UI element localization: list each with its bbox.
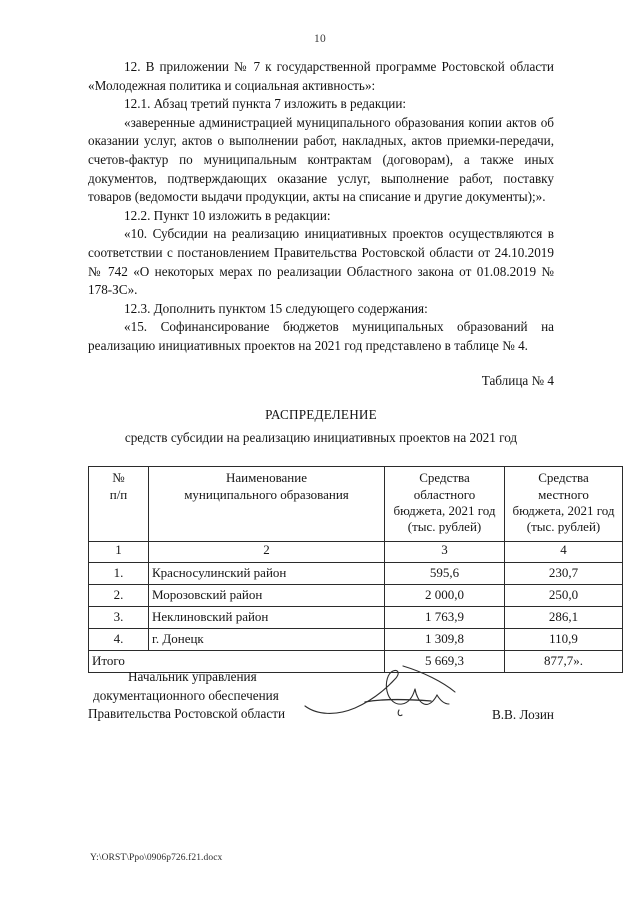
row-municipality: г. Донецк bbox=[149, 629, 385, 651]
row-local-amount: 250,0 bbox=[505, 585, 623, 607]
column-number-3: 3 bbox=[385, 542, 505, 563]
row-municipality: Красносулинский район bbox=[149, 563, 385, 585]
signatory-title bbox=[88, 668, 338, 724]
header-local-line1: Средства bbox=[538, 470, 589, 486]
column-number-4: 4 bbox=[505, 542, 623, 563]
row-municipality: Неклиновский район bbox=[149, 607, 385, 629]
row-municipality: Морозовский район bbox=[149, 585, 385, 607]
header-local-line2: местного bbox=[538, 486, 589, 502]
header-name-line2: муниципального образования bbox=[184, 486, 349, 502]
table-title-subheading: средств субсидии на реализацию инициативных проектов на 2021 год bbox=[124, 430, 518, 446]
table-label: Таблица № 4 bbox=[481, 372, 554, 388]
row-number: 4. bbox=[89, 629, 149, 651]
paragraph-12-2-body: «10. Субсидии на реализацию инициативных проектов осуществляются в соответствии с постановлением Правительства Ростовской области от 24.10.2019 № 742 «О некоторых мерах по реализации Областного закона от 01.08.2019 № 178-ЗС». bbox=[88, 226, 554, 298]
row-regional-amount: 2 000,0 bbox=[385, 585, 505, 607]
table-header-row bbox=[89, 467, 623, 542]
header-local-line3: бюджета, 2021 год bbox=[512, 502, 615, 518]
column-number-1: 1 bbox=[89, 542, 149, 563]
paragraph-12-3-body: «15. Софинансирование бюджетов муниципальных образований на реализацию инициативных проектов на 2021 год представлено в таблице № 4. bbox=[88, 319, 554, 353]
row-local-amount: 286,1 bbox=[505, 607, 623, 629]
document-file-path: Y:\ORST\Ppo\0906p726.f21.docx bbox=[90, 853, 223, 863]
signatory-name: В.В. Лозин bbox=[491, 707, 554, 722]
total-local-amount: 877,7». bbox=[505, 651, 623, 673]
row-regional-amount: 1 763,9 bbox=[385, 607, 505, 629]
row-regional-amount: 595,6 bbox=[385, 563, 505, 585]
table-column-numbering-row bbox=[89, 542, 623, 563]
header-name-line1: Наименование bbox=[226, 470, 307, 486]
header-regional-line3: бюджета, 2021 год bbox=[393, 502, 496, 518]
table-title bbox=[88, 405, 554, 447]
total-regional-amount: 5 669,3 bbox=[385, 651, 505, 673]
signatory-title-line3: Правительства Ростовской области bbox=[88, 706, 286, 722]
paragraph-12-1: 12.1. Абзац третий пункта 7 изложить в редакции: bbox=[124, 96, 407, 112]
paragraph-12-2: 12.2. Пункт 10 изложить в редакции: bbox=[124, 207, 331, 223]
row-number: 1. bbox=[89, 563, 149, 585]
table-row bbox=[89, 585, 623, 607]
header-number-line2: п/п bbox=[109, 486, 128, 502]
table-row bbox=[89, 607, 623, 629]
header-cell-name bbox=[149, 467, 385, 542]
page-number: 10 bbox=[314, 33, 326, 45]
total-label: Итого bbox=[89, 651, 385, 673]
header-regional-line4: (тыс. рублей) bbox=[407, 519, 482, 535]
header-cell-regional-budget bbox=[385, 467, 505, 542]
header-regional-line1: Средства bbox=[419, 470, 470, 486]
handwritten-signature-icon bbox=[303, 660, 483, 722]
header-cell-number bbox=[89, 467, 149, 542]
signatory-title-line1: Начальник управления bbox=[128, 669, 257, 684]
header-local-line4: (тыс. рублей) bbox=[526, 519, 601, 535]
paragraph-12: 12. В приложении № 7 к государственной программе Ростовской области «Молодежная политика и социальная активность»: bbox=[88, 59, 554, 93]
table-title-heading: РАСПРЕДЕЛЕНИЕ bbox=[265, 407, 377, 423]
distribution-table bbox=[88, 466, 623, 673]
header-cell-local-budget bbox=[505, 467, 623, 542]
column-number-2: 2 bbox=[149, 542, 385, 563]
row-local-amount: 110,9 bbox=[505, 629, 623, 651]
row-local-amount: 230,7 bbox=[505, 563, 623, 585]
document-body bbox=[88, 58, 615, 673]
paragraph-12-1-body: «заверенные администрацией муниципального образования копии актов об оказании услуг, актов о выполнении работ, накладных, актов приемки-передачи, счетов-фактур по муниципальным контрактам (договорам), а также иных документов, подтверждающих оказание услуг, выполнение работ, поставку товаров (ведомости выдачи продукции, акты на списание и другие документы);». bbox=[88, 114, 554, 205]
table-row bbox=[89, 629, 623, 651]
header-regional-line2: областного bbox=[413, 486, 476, 502]
row-regional-amount: 1 309,8 bbox=[385, 629, 505, 651]
paragraph-12-3: 12.3. Дополнить пунктом 15 следующего содержания: bbox=[124, 300, 428, 316]
table-row bbox=[89, 563, 623, 585]
signatory-title-line2: документационного обеспечения bbox=[93, 687, 279, 703]
row-number: 3. bbox=[89, 607, 149, 629]
header-number-line1: № bbox=[112, 470, 125, 486]
row-number: 2. bbox=[89, 585, 149, 607]
